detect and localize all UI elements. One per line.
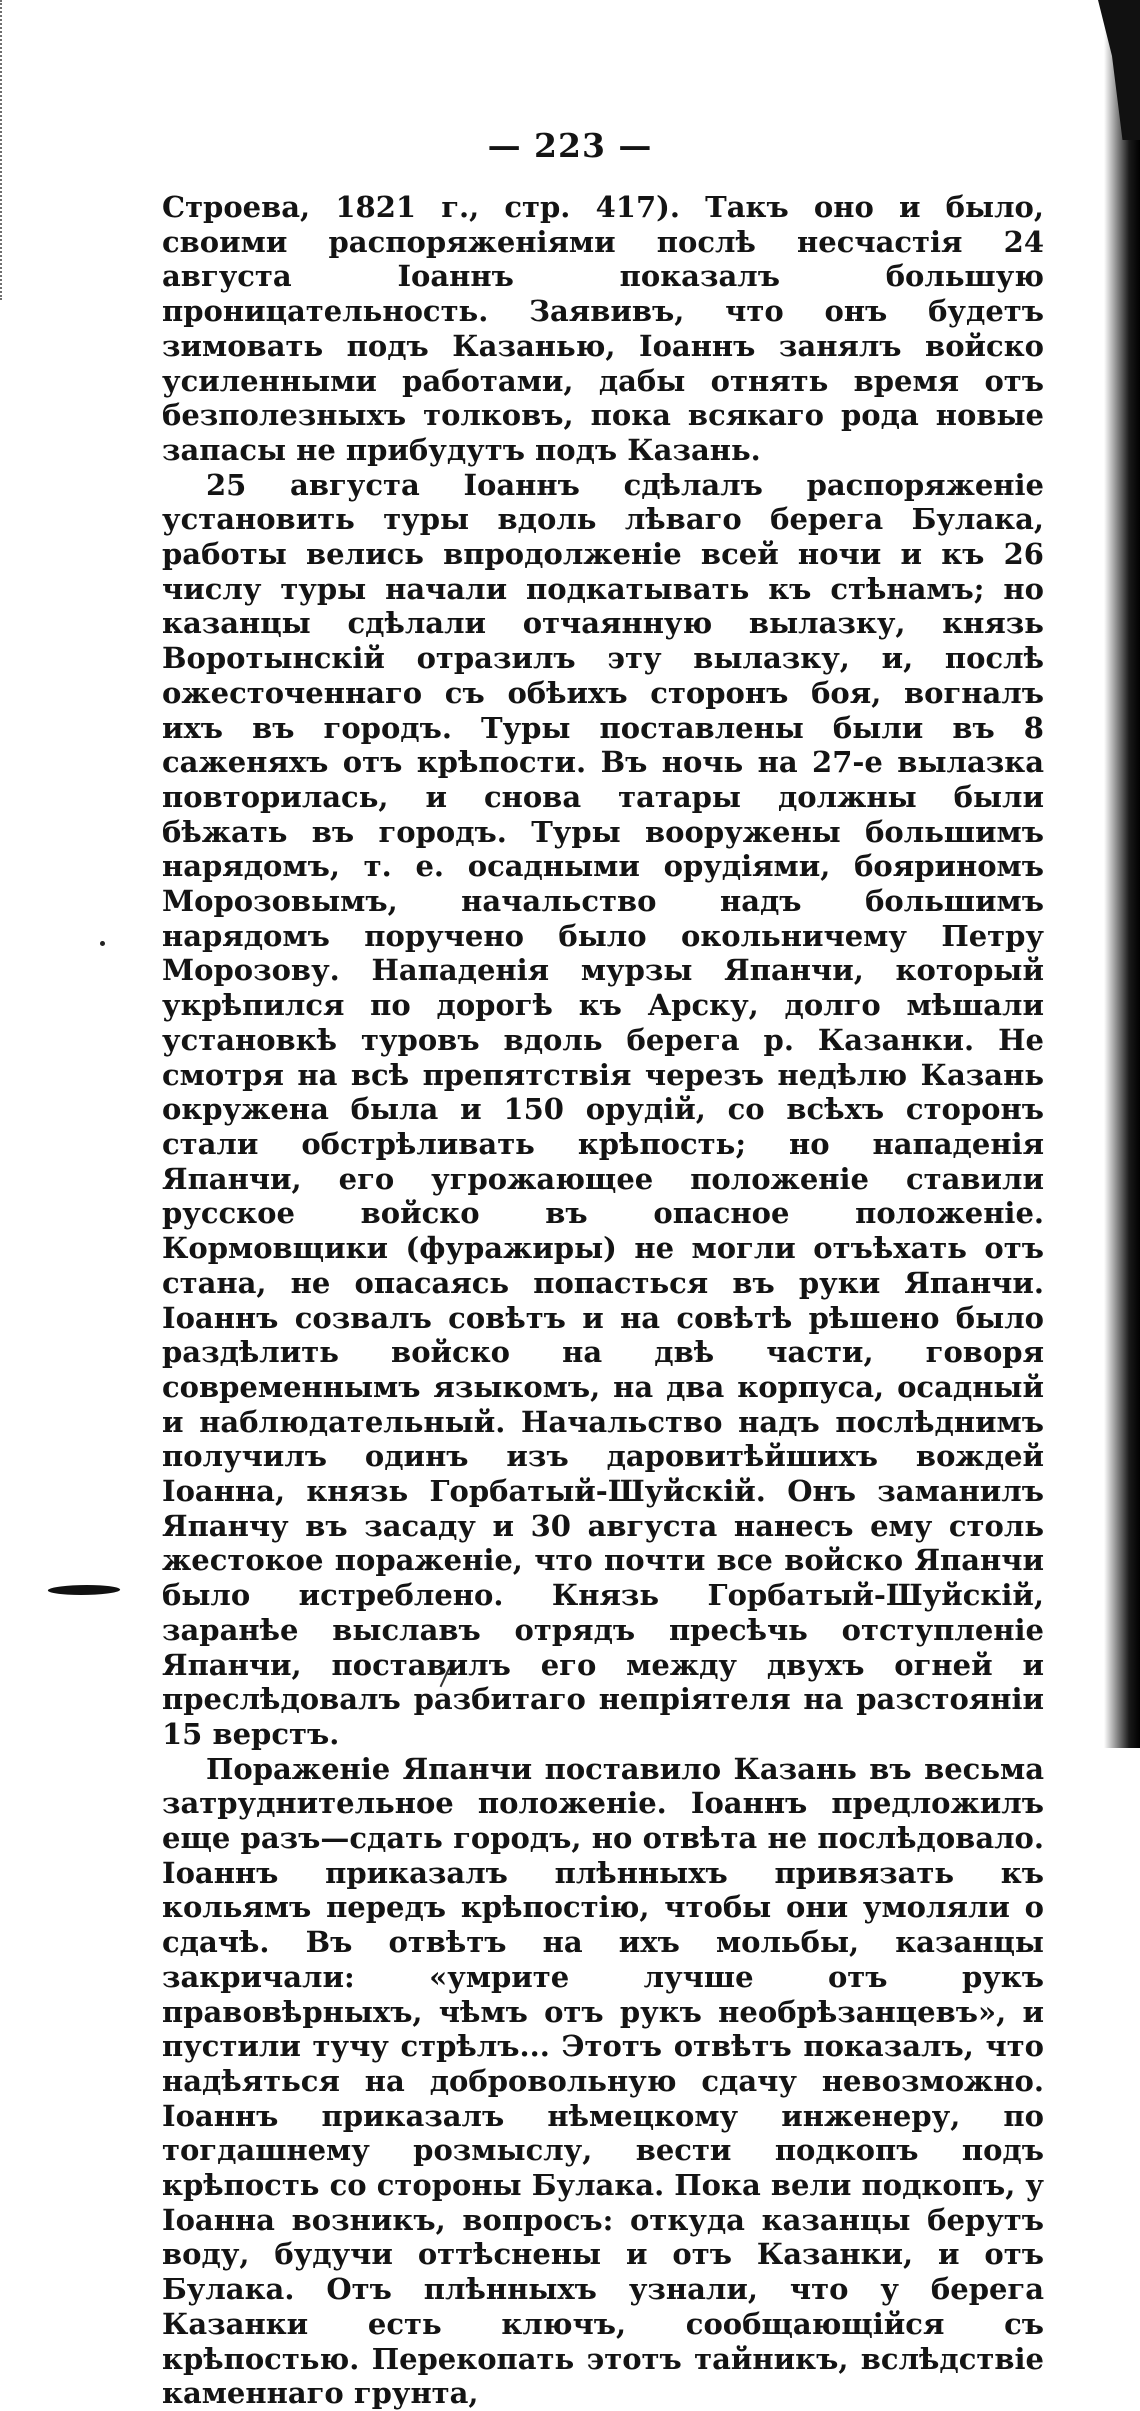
body-text <box>162 190 1044 2411</box>
page-number: — 223 — <box>487 126 653 165</box>
scan-edge-right <box>1104 0 1140 1748</box>
scan-dot <box>100 941 105 946</box>
paragraph-1: Строева, 1821 г., стр. 417). Такъ оно и было, своими распоряженіями послѣ несчастія 24 августа Іоаннъ показалъ большую проницательность. Заявивъ, что онъ будетъ зимовать подъ Казанью, Іоаннъ занялъ войско усиленными работами, дабы отнять время отъ безполезныхъ толковъ, пока всякаго рода новые запасы не прибудутъ подъ Казань. <box>162 190 1044 467</box>
paragraph-3: Пораженіе Япанчи поставило Казань въ весьма затруднительное положеніе. Іоаннъ предложилъ еще разъ—сдать городъ, но отвѣта не послѣдовало. Іоаннъ приказалъ плѣнныхъ привязать къ кольямъ передъ крѣпостію, чтобы они умоляли о сдачѣ. Въ отвѣтъ на ихъ мольбы, казанцы закричали: «умрите лучше отъ рукъ правовѣрныхъ, чѣмъ отъ рукъ необрѣзанцевъ», и пустили тучу стрѣлъ... Этотъ отвѣтъ показалъ, что надѣяться на добровольную сдачу невозможно. Іоаннъ приказалъ нѣмецкому инженеру, по тогдашнему розмыслу, вести подкопъ подъ крѣпость со стороны Булака. Пока вели подкопъ, у Іоанна возникъ, вопросъ: откуда казанцы берутъ воду, будучи оттѣснены и отъ Казанки, и отъ Булака. Отъ плѣнныхъ узнали, что у берега Казанки есть ключъ, сообщающійся съ крѣпостью. Перекопать этотъ тайникъ, вслѣдствіе каменнаго грунта, <box>162 1751 1044 2411</box>
paragraph-2: 25 августа Іоаннъ сдѣлалъ распоряженіе установить туры вдоль лѣваго берега Булака, работы велись впродолженіе всей ночи и къ 26 числу туры начали подкатывать къ стѣнамъ; но казанцы сдѣлали отчаянную вылазку, князь Воротынскій отразилъ эту вылазку, и, послѣ ожесточеннаго съ обѣихъ сторонъ боя, вогналъ ихъ въ городъ. Туры поставлены были въ 8 саженяхъ отъ крѣпости. Въ ночь на 27-е вылазка повторилась, и снова татары должны были бѣжать въ городъ. Туры вооружены большимъ нарядомъ, т. е. осадными орудіями, бояриномъ Морозовымъ, начальство надъ большимъ нарядомъ поручено было окольничему Петру Морозову. Нападенія мурзы Япанчи, который укрѣпился по дорогѣ къ Арску, долго мѣшали установкѣ туровъ вдоль берега р. Казанки. Не смотря на всѣ препятствія черезъ недѣлю Казань окружена была и 150 орудій, со всѣхъ сторонъ стали обстрѣливать крѣпость; но нападенія Япанчи, его угрожающее положеніе ставили русское войско въ опасное положеніе. Кормовщики (фуражиры) не могли отъѣхать отъ стана, не опасаясь попасться въ руки Япанчи. Іоаннъ созвалъ совѣтъ и на совѣтѣ рѣшено было раздѣлить войско на двѣ части, говоря современнымъ языкомъ, на два корпуса, осадный и наблюдательный. Начальство надъ послѣднимъ получилъ одинъ изъ даровитѣйшихъ вождей Іоанна, князь Горбатый-Шуйскій. Онъ заманилъ Япанчу въ засаду и 30 августа нанесъ ему столь жестокое пораженіе, что почти все войско Япанчи было истреблено. Князь Горбатый-Шуйскій, заранѣе выславъ отрядъ пресѣчь отступленіе Япанчи, поставилъ его между двухъ огней и преслѣдовалъ разбитаго непріятеля на разстояніи 15 верстъ. <box>162 467 1044 1751</box>
scan-smudge <box>45 1585 123 1595</box>
